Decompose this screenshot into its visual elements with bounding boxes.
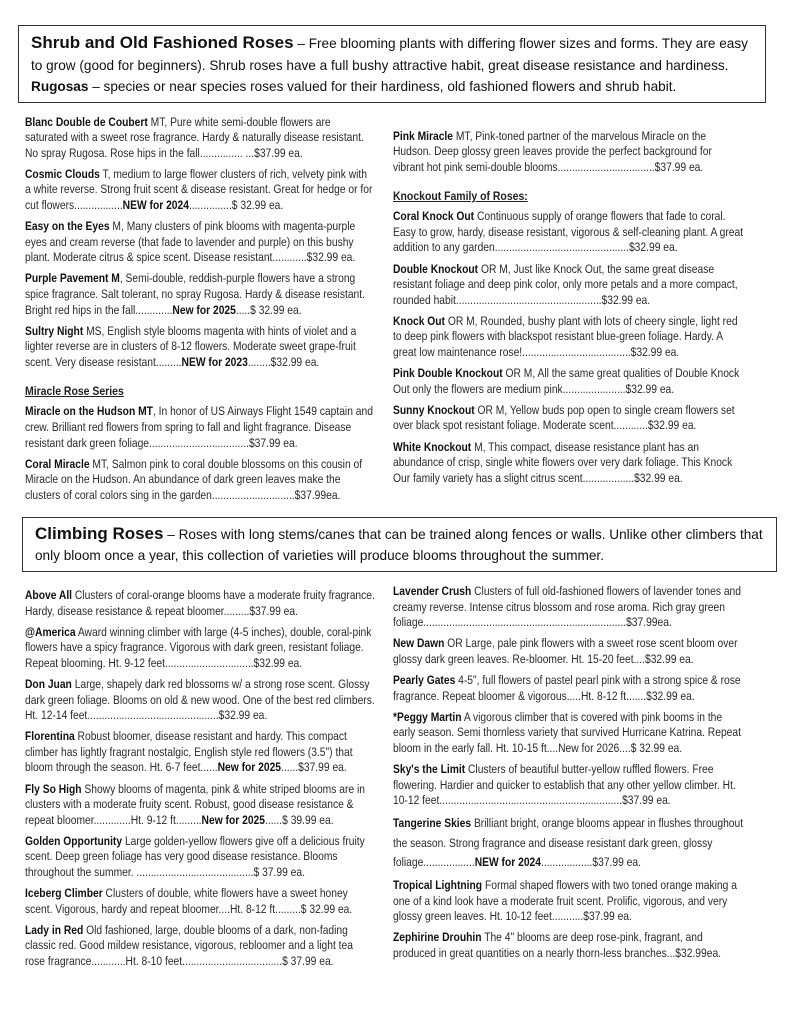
rose-listing	[393, 762, 743, 809]
new-badge: New for 2025	[172, 302, 236, 317]
rose-description: OR Large, pale pink flowers with a sweet rose scent bloom over glossy dark green leaves. Re-bloomer. Ht. 15-20 feet....$32.99 ea.	[393, 636, 738, 666]
rose-listing	[25, 923, 375, 970]
climbing-roses-columns	[0, 584, 791, 975]
climbing-roses-header	[22, 517, 777, 572]
rose-price: ...............$ 32.99 ea.	[188, 197, 284, 212]
rose-name: Coral Miracle	[25, 456, 90, 471]
rose-name: Coral Knock Out	[393, 209, 475, 224]
rose-description: Clusters of full old-fashioned flowers of lavender tones and creamy reverse. Intense citrus blossom and rose aroma. Rich gray green foliage.......................................................................$37.99ea.	[393, 583, 741, 630]
rose-description: Formal shaped flowers with two toned orange making a one of a kind look have a moderate fruit scent. Prolific, vigorous, and very glossy green leaves. Ht. 10-12 feet...........$37.99 ea.	[393, 878, 737, 924]
rose-listing	[25, 834, 375, 881]
rose-name: Fly So High	[25, 781, 82, 796]
rose-description: OR M, Rounded, bushy plant with lots of cheery single, light red to deep pink flowers with blackspot resistant blue-green foliage. Hardy. A great low maintenance rose!......................................$32.99 ea.	[393, 313, 738, 360]
shrub-right-column	[393, 115, 743, 509]
rose-listing	[393, 262, 743, 309]
rose-listing	[393, 314, 743, 361]
rose-name: Above All	[25, 587, 73, 602]
rose-listing	[393, 209, 743, 256]
rose-listing	[25, 457, 375, 504]
rose-description: , Semi-double, reddish-purple flowers have a strong spice fragrance. Salt tolerant, no spray Rugosa. Hardy & disease resistant. Bright red hips in the fall.............	[25, 271, 365, 317]
climbing-right-column	[393, 584, 743, 975]
rose-listing	[393, 403, 743, 434]
rose-listing	[25, 324, 375, 371]
new-badge: New for 2025	[201, 812, 265, 827]
miracle-series-heading: Miracle Rose Series	[25, 384, 124, 399]
rose-name: Florentina	[25, 729, 75, 744]
rose-description: M, Many clusters of pink blooms with magenta-purple eyes and cream reverse (that fade to lavender and purple) on this bushy plant. Moderate citrus & spice scent. Disease resistant............$32.99 ea.	[25, 219, 356, 265]
rose-name: Sky's the Limit	[393, 761, 466, 776]
rose-listing	[25, 782, 375, 829]
climbing-left-column	[25, 584, 375, 975]
rose-name: Lady in Red	[25, 922, 84, 937]
rose-description: OR M, Yellow buds pop open to single cream flowers set over black spot resistant foliage. Moderate scent............$32.99 ea.	[393, 402, 735, 433]
rose-name: Tangerine Skies	[393, 816, 472, 831]
new-badge: NEW for 2024	[122, 197, 189, 212]
rose-description: Clusters of coral-orange blooms have a moderate fruity fragrance. Hardy, disease resistance & repeat bloomer.........$37.99 ea.	[25, 587, 375, 618]
rose-description: Large golden-yellow flowers give off a delicious fruity scent. Deep green foliage has very good disease resistance. Blooms throughout the summer. .........................................$ 37.99 ea.	[25, 833, 365, 879]
shrub-roses-columns	[0, 115, 791, 509]
rose-listing	[25, 167, 375, 214]
rose-description: The 4" blooms are deep rose-pink, fragrant, and produced in great quantities on a nearly thorn-less branches...$32.99ea.	[393, 930, 722, 961]
rose-price: .....$ 32.99 ea.	[235, 302, 302, 317]
shrub-roses-header	[18, 25, 766, 103]
rose-description: MT, Pink-toned partner of the marvelous Miracle on the Hudson. Deep glossy green leaves provide the perfect background for vibrant hot pink semi-double blooms..................................$37.99 ea.	[393, 128, 712, 174]
rose-name: Iceberg Climber	[25, 886, 103, 901]
rose-name: Miracle on the Hudson MT	[25, 404, 153, 419]
rose-listing	[393, 129, 743, 176]
rose-price: ......$ 39.99 ea.	[264, 812, 334, 827]
rose-listing	[25, 404, 375, 451]
knockout-family-heading: Knockout Family of Roses:	[393, 189, 528, 204]
rose-name: Pink Double Knockout	[393, 366, 503, 381]
rose-name: Golden Opportunity	[25, 833, 123, 848]
rose-name: New Dawn	[393, 636, 445, 651]
rose-name: Double Knockout	[393, 261, 479, 276]
rose-name: Zephirine Drouhin	[393, 930, 482, 945]
rugosas-description: – species or near species roses valued for their hardiness, old fashioned flowers and shrub habit.	[88, 79, 677, 94]
rose-description: Award winning climber with large (4-5 inches), double, coral-pink flowers have a spicy fragrance. Vigorous with dark green, resistant foliage. Repeat blooming. Ht. 9-12 feet...............................$32.99 ea.	[25, 624, 372, 670]
rose-listing	[25, 886, 375, 917]
rose-description: OR M, Just like Knock Out, the same great disease resistant foliage and deep pink color, only more petals and a more compact, rounded habit...................................................$32.99 ea.	[393, 261, 738, 307]
rose-name: Don Juan	[25, 676, 72, 691]
rose-name: Blanc Double de Coubert	[25, 114, 148, 129]
new-badge: NEW for 2024	[474, 855, 541, 870]
rose-listing	[393, 878, 743, 925]
rose-price: ..................$37.99 ea.	[540, 855, 641, 870]
rose-description: Large, shapely dark red blossoms w/ a strong rose scent. Glossy dark green foliage. Blooms on old & new wood. One of the best red climbers. Ht. 12-14 feet..............................................$32.99 ea.	[25, 676, 375, 723]
new-badge: NEW for 2023	[181, 354, 248, 369]
rose-listing	[393, 440, 743, 487]
rose-name: *Peggy Martin	[393, 709, 462, 724]
rose-listing	[25, 219, 375, 266]
rose-name: Knock Out	[393, 313, 445, 328]
rose-listing	[393, 710, 743, 757]
rose-listing	[393, 366, 743, 397]
rose-listing	[393, 584, 743, 631]
rose-name: Cosmic Clouds	[25, 166, 100, 181]
rose-description: T, medium to large flower clusters of rich, velvety pink with a white reverse. Strong fruit scent & disease resistant. Great for hedge or for cut flowers.................	[25, 166, 373, 212]
rose-name: Sunny Knockout	[393, 402, 475, 417]
rose-description: Continuous supply of orange flowers that fade to coral. Easy to grow, hardy, disease resistant, vigorous & self-cleaning plant. A great addition to any garden...............................................$32.99 ea.	[393, 209, 744, 255]
rose-description: MS, English style blooms magenta with hints of violet and a lighter reverse are in clusters of 8-12 flowers. Moderate sweet grape-fruit scent. Very disease resistant.........	[25, 323, 357, 369]
shrub-description: – Free blooming plants with differing flower sizes and forms. They are easy to grow (good for beginners). Shrub roses have a full bushy attractive habit, great disease resistance and hardiness.	[31, 36, 748, 73]
rose-price: ......$37.99 ea.	[281, 760, 347, 775]
rose-description: Clusters of beautiful butter-yellow ruffled flowers. Free flowering. Hardier and quicker to establish that any other yellow climber. Ht. 10-12 feet................................................................$37.99 ea.	[393, 761, 736, 808]
rose-description: MT, Pure white semi-double flowers are saturated with a sweet rose fragrance. Hardy & naturally disease resistant. No spray Rugosa. Rose hips in the fall............... ...$37.99 ea.	[25, 114, 364, 160]
rose-listing	[393, 814, 743, 873]
rose-listing	[25, 271, 375, 318]
rose-listing	[25, 588, 375, 619]
rose-listing	[25, 625, 375, 672]
rose-description: , In honor of US Airways Flight 1549 captain and crew. Brilliant red flowers from spring to fall and light fragrance. Disease resistant dark green foliage...................................$37.99 ea.	[25, 404, 373, 450]
climbing-title: Climbing Roses	[35, 523, 164, 543]
rose-name: Purple Pavement M	[25, 271, 120, 286]
shrub-left-column	[25, 115, 375, 509]
rose-name: Tropical Lightning	[393, 878, 483, 893]
rose-listing	[393, 673, 743, 704]
rose-name: White Knockout	[393, 439, 472, 454]
rose-listing	[25, 115, 375, 162]
shrub-title: Shrub and Old Fashioned Roses	[31, 33, 294, 52]
rose-price: ........$32.99 ea.	[247, 354, 320, 369]
rose-description: Brilliant bright, orange blooms appear in flushes throughout the season. Strong fragrance and disease resistant dark green, glossy foliage..................	[393, 816, 744, 870]
rugosas-label: Rugosas	[31, 79, 89, 94]
climbing-description: – Roses with long stems/canes that can be trained along fences or walls. Unlike other climbers that only bloom once a year, this collection of varieties will produce blooms throughout the summer.	[35, 526, 763, 564]
rose-name: Lavender Crush	[393, 583, 472, 598]
rose-listing	[25, 729, 375, 776]
rose-description: Clusters of double, white flowers have a sweet honey scent. Vigorous, hardy and repeat bloomer....Ht. 8-12 ft.........$ 32.99 ea.	[25, 886, 353, 916]
rose-listing	[25, 677, 375, 724]
rose-name: @America	[25, 624, 76, 639]
rose-name: Pink Miracle	[393, 128, 454, 143]
rose-description: Robust bloomer, disease resistant and hardy. This compact climber has lightly fragrant nostalgic, English style red flowers (3.5") that bloom through the season. Ht. 6-7 feet......	[25, 729, 353, 775]
rose-listing	[393, 930, 743, 961]
rose-description: OR M, All the same great qualities of Double Knock Out only the flowers are medium pink......................$32.99 ea.	[393, 366, 740, 396]
rose-listing	[393, 636, 743, 667]
new-badge: New for 2025	[217, 760, 282, 775]
rose-name: Pearly Gates	[393, 672, 456, 687]
rose-description: A vigorous climber that is covered with pink booms in the early season. Semi thornless variety that survived Hurricane Katrina. Repeat bloom in the early fall. Ht. 10-15 ft....New for 2026....$ 32.99 ea.	[393, 709, 741, 755]
rose-description: M, This compact, disease resistance plant has an abundance of crisp, single white flowers over very dark foliage. This Knock Our family variety has a slight citrus scent..................$32.99 ea.	[393, 439, 733, 485]
rose-name: Sultry Night	[25, 323, 84, 338]
rose-name: Easy on the Eyes	[25, 219, 110, 234]
rose-description: 4-5", full flowers of pastel pearl pink with a strong spice & rose fragrance. Repeat bloomer & vigorous.....Ht. 8-12 ft.......$32.99 ea.	[393, 672, 741, 703]
rose-description: Old fashioned, large, double blooms of a dark, non-fading classic red. Good mildew resistance, vigorous, rebloomer and a light tea rose fragrance............Ht. 8-10 feet...................................$ 37.99 ea.	[25, 922, 353, 968]
rose-description: Showy blooms of magenta, pink & white striped blooms are in clusters with a moderate fruity scent. Robust, good disease resistance & repeat bloomer.............Ht. 9-12 ft.........	[25, 781, 365, 827]
rose-description: MT, Salmon pink to coral double blossoms on this cousin of Miracle on the Hudson. An abundance of dark green leaves make the clusters of coral colors sing in the garden.............................$37.99ea.	[25, 456, 363, 502]
